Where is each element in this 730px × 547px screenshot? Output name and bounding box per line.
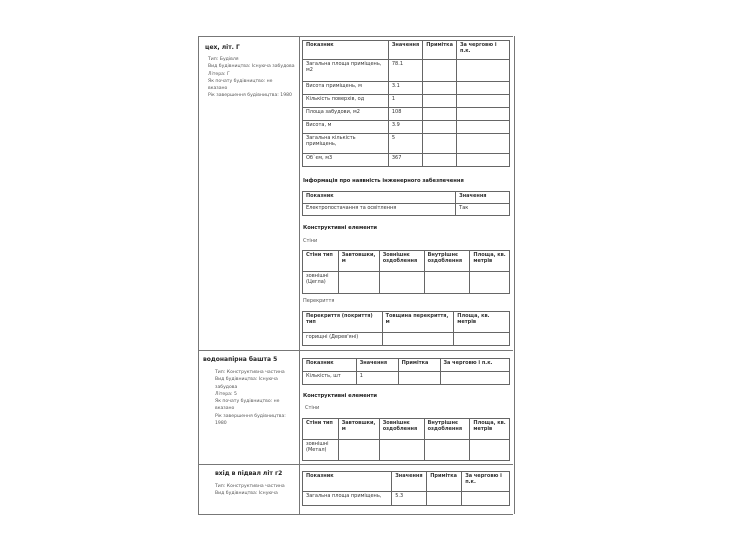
table-row: Загальна площа приміщень, 5.3	[303, 492, 510, 506]
table-header-row: Стіни тип Завтовшки, м Зовнішнє оздоблення Внутрішнє оздоблення Площа, кв. метрів	[303, 251, 510, 272]
table-row: Загальна площа приміщень, м2 78.1	[303, 60, 510, 82]
constructive-elements-title: Конструктивні елементи	[303, 393, 377, 399]
table-header-row: Перекриття (покриття) тип Товщина перекриття, м Площа, кв. метрів	[303, 312, 510, 333]
params-table	[302, 471, 510, 506]
engineering-table	[302, 191, 510, 216]
table-row: Кількість поверхів, од 1	[303, 95, 510, 108]
walls-table	[302, 250, 510, 294]
section-title: водонапірна башта 5	[203, 356, 278, 363]
table-row: горищні (Дерев'яні)	[303, 333, 510, 346]
section-title: вхід в підвал літ г2	[215, 470, 283, 477]
table-row: Кількість, шт 1	[303, 372, 510, 385]
params-table	[302, 358, 510, 385]
section-info: Тип: Конструктивна частина Вид будівництва: Існуюча забудова Літера: 5 Як почату будівництво: не вказано Рік завершення будівництва: 1980	[215, 370, 286, 427]
constructive-elements-title: Конструктивні елементи	[303, 225, 377, 231]
walls-table	[302, 418, 510, 461]
table-row: зовнішні (Метал)	[303, 440, 510, 461]
section-info: Тип: Будівля Вид будівництва: Існуюча забудова Літера: Г Як почату будівництво: не вказано Рік завершення будівництва: 1980	[208, 57, 295, 99]
row-divider-2	[198, 464, 513, 465]
table-header-row: Показник Значення Примітка За черговю і п.к.	[303, 359, 510, 372]
table-header-row: Стіни тип Завтовшки, м Зовнішнє оздоблення Внутрішнє оздоблення Площа, кв. метрів	[303, 419, 510, 440]
row-divider-top	[198, 36, 513, 37]
table-header-row: Показник Значення Примітка За черговю і п.к.	[303, 472, 510, 492]
row-divider-1	[198, 350, 513, 351]
table-row: Об`єм, м3 367	[303, 154, 510, 167]
row-divider-bottom	[198, 514, 513, 515]
table-row: Електропостачання та освітлення Так	[303, 204, 510, 216]
walls-label: Стіни	[303, 238, 318, 244]
table-row: Площа забудови, м2 108	[303, 108, 510, 121]
table-row: Висота приміщень, м 3.1	[303, 82, 510, 95]
floors-table	[302, 311, 510, 346]
params-table	[302, 40, 510, 167]
section-title: цех, літ. Г	[205, 44, 240, 51]
table-header-row: Показник Значення Примітка За черговю і п.к.	[303, 41, 510, 60]
walls-label: Стіни	[305, 405, 320, 411]
table-header-row: Показник Значення	[303, 192, 510, 204]
table-row: Загальна кількість приміщень, 5	[303, 134, 510, 154]
floors-label: Перекриття	[303, 298, 335, 304]
column-divider	[299, 36, 300, 514]
table-row: Висота, м 3.9	[303, 121, 510, 134]
table-row: зовнішні (Цегла)	[303, 272, 510, 294]
section-info: Тип: Конструктивна частина Вид будівництва: Існуюча	[215, 484, 285, 497]
engineering-title: Інформація про наявність інженерного забезпечення	[303, 178, 464, 184]
